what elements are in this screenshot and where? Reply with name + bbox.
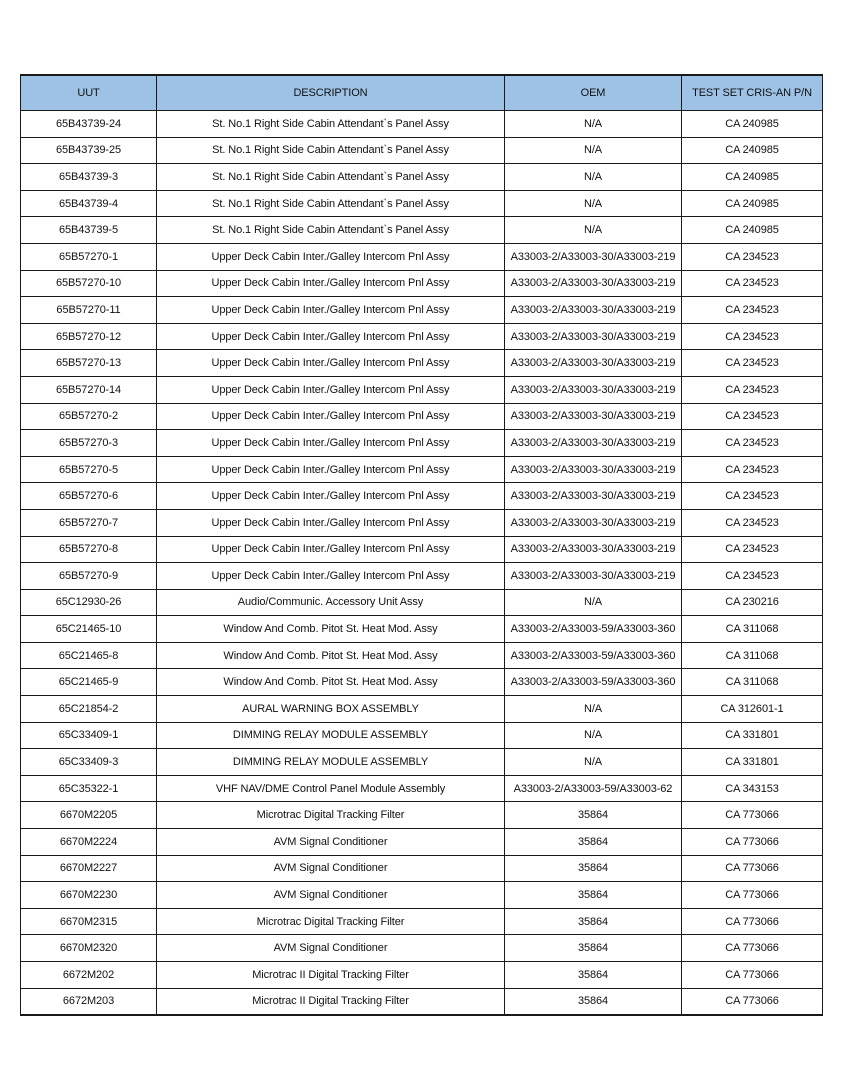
description-cell: AVM Signal Conditioner xyxy=(157,935,505,962)
description-cell: St. No.1 Right Side Cabin Attendant`s Panel Assy xyxy=(157,190,505,217)
oem-cell: 35864 xyxy=(505,908,682,935)
uut-cell: 65B43739-5 xyxy=(21,217,157,244)
uut-cell: 65B57270-12 xyxy=(21,323,157,350)
oem-cell: 35864 xyxy=(505,988,682,1015)
test-set-cell: CA 773066 xyxy=(682,882,823,909)
uut-cell: 65B57270-10 xyxy=(21,270,157,297)
uut-cell: 65B57270-3 xyxy=(21,430,157,457)
uut-cell: 65B57270-11 xyxy=(21,297,157,324)
uut-cell: 65B57270-6 xyxy=(21,483,157,510)
description-cell: St. No.1 Right Side Cabin Attendant`s Panel Assy xyxy=(157,111,505,138)
uut-cell: 65B57270-7 xyxy=(21,509,157,536)
oem-cell: N/A xyxy=(505,749,682,776)
test-set-cell: CA 773066 xyxy=(682,988,823,1015)
description-cell: Upper Deck Cabin Inter./Galley Intercom Pnl Assy xyxy=(157,536,505,563)
oem-cell: A33003-2/A33003-59/A33003-360 xyxy=(505,616,682,643)
column-header-description: DESCRIPTION xyxy=(157,75,505,111)
test-set-cell: CA 311068 xyxy=(682,642,823,669)
test-set-cell: CA 234523 xyxy=(682,563,823,590)
test-set-cell: CA 773066 xyxy=(682,962,823,989)
table-row xyxy=(21,270,823,297)
test-set-cell: CA 773066 xyxy=(682,855,823,882)
description-cell: Upper Deck Cabin Inter./Galley Intercom Pnl Assy xyxy=(157,483,505,510)
oem-cell: A33003-2/A33003-30/A33003-219 xyxy=(505,430,682,457)
description-cell: Microtrac Digital Tracking Filter xyxy=(157,908,505,935)
table-row xyxy=(21,855,823,882)
description-cell: Upper Deck Cabin Inter./Galley Intercom Pnl Assy xyxy=(157,297,505,324)
table-row xyxy=(21,509,823,536)
oem-cell: N/A xyxy=(505,111,682,138)
test-set-cell: CA 773066 xyxy=(682,802,823,829)
test-set-cell: CA 234523 xyxy=(682,456,823,483)
test-set-cell: CA 331801 xyxy=(682,749,823,776)
table-row xyxy=(21,563,823,590)
oem-cell: A33003-2/A33003-30/A33003-219 xyxy=(505,350,682,377)
description-cell: AVM Signal Conditioner xyxy=(157,855,505,882)
test-set-cell: CA 311068 xyxy=(682,616,823,643)
parts-table xyxy=(20,74,823,1016)
test-set-cell: CA 240985 xyxy=(682,137,823,164)
test-set-cell: CA 234523 xyxy=(682,376,823,403)
test-set-cell: CA 230216 xyxy=(682,589,823,616)
description-cell: Upper Deck Cabin Inter./Galley Intercom Pnl Assy xyxy=(157,350,505,377)
uut-cell: 65C21465-8 xyxy=(21,642,157,669)
table-body xyxy=(21,111,823,1016)
uut-cell: 65B57270-13 xyxy=(21,350,157,377)
table-row xyxy=(21,190,823,217)
table-row xyxy=(21,749,823,776)
oem-cell: 35864 xyxy=(505,882,682,909)
oem-cell: A33003-2/A33003-30/A33003-219 xyxy=(505,403,682,430)
description-cell: Microtrac II Digital Tracking Filter xyxy=(157,988,505,1015)
table-row xyxy=(21,217,823,244)
oem-cell: 35864 xyxy=(505,829,682,856)
test-set-cell: CA 240985 xyxy=(682,217,823,244)
table-row xyxy=(21,350,823,377)
description-cell: Upper Deck Cabin Inter./Galley Intercom Pnl Assy xyxy=(157,430,505,457)
uut-cell: 65B43739-25 xyxy=(21,137,157,164)
uut-cell: 6670M2315 xyxy=(21,908,157,935)
description-cell: Audio/Communic. Accessory Unit Assy xyxy=(157,589,505,616)
oem-cell: 35864 xyxy=(505,802,682,829)
oem-cell: A33003-2/A33003-30/A33003-219 xyxy=(505,297,682,324)
uut-cell: 65B43739-24 xyxy=(21,111,157,138)
oem-cell: A33003-2/A33003-59/A33003-360 xyxy=(505,669,682,696)
uut-cell: 6672M202 xyxy=(21,962,157,989)
description-cell: Window And Comb. Pitot St. Heat Mod. Assy xyxy=(157,616,505,643)
table-header xyxy=(21,75,823,111)
test-set-cell: CA 234523 xyxy=(682,270,823,297)
oem-cell: 35864 xyxy=(505,935,682,962)
test-set-cell: CA 773066 xyxy=(682,935,823,962)
oem-cell: A33003-2/A33003-30/A33003-219 xyxy=(505,243,682,270)
description-cell: Upper Deck Cabin Inter./Galley Intercom Pnl Assy xyxy=(157,403,505,430)
description-cell: St. No.1 Right Side Cabin Attendant`s Panel Assy xyxy=(157,164,505,191)
uut-cell: 65B57270-9 xyxy=(21,563,157,590)
test-set-cell: CA 343153 xyxy=(682,775,823,802)
test-set-cell: CA 773066 xyxy=(682,829,823,856)
uut-cell: 65C21854-2 xyxy=(21,696,157,723)
uut-cell: 65C33409-1 xyxy=(21,722,157,749)
description-cell: Upper Deck Cabin Inter./Galley Intercom Pnl Assy xyxy=(157,456,505,483)
table-row xyxy=(21,988,823,1015)
table-row xyxy=(21,829,823,856)
table-row xyxy=(21,722,823,749)
test-set-cell: CA 234523 xyxy=(682,430,823,457)
oem-cell: A33003-2/A33003-59/A33003-62 xyxy=(505,775,682,802)
description-cell: Upper Deck Cabin Inter./Galley Intercom Pnl Assy xyxy=(157,509,505,536)
test-set-cell: CA 234523 xyxy=(682,323,823,350)
description-cell: Microtrac Digital Tracking Filter xyxy=(157,802,505,829)
table-row xyxy=(21,642,823,669)
uut-cell: 65B43739-3 xyxy=(21,164,157,191)
uut-cell: 65C33409-3 xyxy=(21,749,157,776)
uut-cell: 65C21465-9 xyxy=(21,669,157,696)
test-set-cell: CA 240985 xyxy=(682,111,823,138)
table-row xyxy=(21,111,823,138)
oem-cell: A33003-2/A33003-59/A33003-360 xyxy=(505,642,682,669)
description-cell: DIMMING RELAY MODULE ASSEMBLY xyxy=(157,749,505,776)
column-header-uut: UUT xyxy=(21,75,157,111)
table-row xyxy=(21,376,823,403)
description-cell: AVM Signal Conditioner xyxy=(157,829,505,856)
description-cell: Upper Deck Cabin Inter./Galley Intercom Pnl Assy xyxy=(157,243,505,270)
uut-cell: 65B57270-8 xyxy=(21,536,157,563)
description-cell: Upper Deck Cabin Inter./Galley Intercom Pnl Assy xyxy=(157,376,505,403)
uut-cell: 6670M2227 xyxy=(21,855,157,882)
table-row xyxy=(21,802,823,829)
oem-cell: 35864 xyxy=(505,962,682,989)
table-row xyxy=(21,164,823,191)
uut-cell: 65C21465-10 xyxy=(21,616,157,643)
test-set-cell: CA 234523 xyxy=(682,509,823,536)
test-set-cell: CA 240985 xyxy=(682,164,823,191)
table-row xyxy=(21,908,823,935)
header-row xyxy=(21,75,823,111)
uut-cell: 65B43739-4 xyxy=(21,190,157,217)
table-row xyxy=(21,536,823,563)
description-cell: Window And Comb. Pitot St. Heat Mod. Assy xyxy=(157,642,505,669)
table-row xyxy=(21,297,823,324)
uut-cell: 65C35322-1 xyxy=(21,775,157,802)
oem-cell: 35864 xyxy=(505,855,682,882)
oem-cell: N/A xyxy=(505,217,682,244)
test-set-cell: CA 311068 xyxy=(682,669,823,696)
description-cell: Upper Deck Cabin Inter./Galley Intercom Pnl Assy xyxy=(157,563,505,590)
test-set-cell: CA 234523 xyxy=(682,483,823,510)
description-cell: VHF NAV/DME Control Panel Module Assembly xyxy=(157,775,505,802)
uut-cell: 65C12930-26 xyxy=(21,589,157,616)
uut-cell: 6670M2230 xyxy=(21,882,157,909)
table-row xyxy=(21,669,823,696)
uut-cell: 6672M203 xyxy=(21,988,157,1015)
oem-cell: A33003-2/A33003-30/A33003-219 xyxy=(505,536,682,563)
oem-cell: A33003-2/A33003-30/A33003-219 xyxy=(505,563,682,590)
oem-cell: N/A xyxy=(505,589,682,616)
oem-cell: N/A xyxy=(505,722,682,749)
table-row xyxy=(21,403,823,430)
table-row xyxy=(21,775,823,802)
uut-cell: 65B57270-5 xyxy=(21,456,157,483)
test-set-cell: CA 234523 xyxy=(682,297,823,324)
test-set-cell: CA 773066 xyxy=(682,908,823,935)
uut-cell: 65B57270-1 xyxy=(21,243,157,270)
oem-cell: A33003-2/A33003-30/A33003-219 xyxy=(505,270,682,297)
table-row xyxy=(21,616,823,643)
table-row xyxy=(21,456,823,483)
description-cell: St. No.1 Right Side Cabin Attendant`s Panel Assy xyxy=(157,217,505,244)
oem-cell: N/A xyxy=(505,190,682,217)
column-header-test-set: TEST SET CRIS-AN P/N xyxy=(682,75,823,111)
description-cell: Window And Comb. Pitot St. Heat Mod. Assy xyxy=(157,669,505,696)
test-set-cell: CA 234523 xyxy=(682,403,823,430)
table-row xyxy=(21,589,823,616)
uut-cell: 65B57270-14 xyxy=(21,376,157,403)
uut-cell: 6670M2224 xyxy=(21,829,157,856)
oem-cell: A33003-2/A33003-30/A33003-219 xyxy=(505,509,682,536)
table-row xyxy=(21,962,823,989)
test-set-cell: CA 331801 xyxy=(682,722,823,749)
uut-cell: 6670M2205 xyxy=(21,802,157,829)
oem-cell: A33003-2/A33003-30/A33003-219 xyxy=(505,456,682,483)
table-row xyxy=(21,935,823,962)
oem-cell: A33003-2/A33003-30/A33003-219 xyxy=(505,483,682,510)
test-set-cell: CA 312601-1 xyxy=(682,696,823,723)
table-row xyxy=(21,882,823,909)
table-row xyxy=(21,243,823,270)
description-cell: DIMMING RELAY MODULE ASSEMBLY xyxy=(157,722,505,749)
test-set-cell: CA 234523 xyxy=(682,536,823,563)
table-row xyxy=(21,430,823,457)
test-set-cell: CA 234523 xyxy=(682,350,823,377)
uut-cell: 6670M2320 xyxy=(21,935,157,962)
description-cell: St. No.1 Right Side Cabin Attendant`s Panel Assy xyxy=(157,137,505,164)
column-header-oem: OEM xyxy=(505,75,682,111)
description-cell: Upper Deck Cabin Inter./Galley Intercom Pnl Assy xyxy=(157,323,505,350)
table-row xyxy=(21,137,823,164)
oem-cell: A33003-2/A33003-30/A33003-219 xyxy=(505,323,682,350)
uut-cell: 65B57270-2 xyxy=(21,403,157,430)
description-cell: Upper Deck Cabin Inter./Galley Intercom Pnl Assy xyxy=(157,270,505,297)
test-set-cell: CA 234523 xyxy=(682,243,823,270)
oem-cell: N/A xyxy=(505,696,682,723)
oem-cell: N/A xyxy=(505,164,682,191)
test-set-cell: CA 240985 xyxy=(682,190,823,217)
description-cell: Microtrac II Digital Tracking Filter xyxy=(157,962,505,989)
oem-cell: A33003-2/A33003-30/A33003-219 xyxy=(505,376,682,403)
table-row xyxy=(21,483,823,510)
description-cell: AURAL WARNING BOX ASSEMBLY xyxy=(157,696,505,723)
description-cell: AVM Signal Conditioner xyxy=(157,882,505,909)
oem-cell: N/A xyxy=(505,137,682,164)
table-row xyxy=(21,323,823,350)
table-row xyxy=(21,696,823,723)
